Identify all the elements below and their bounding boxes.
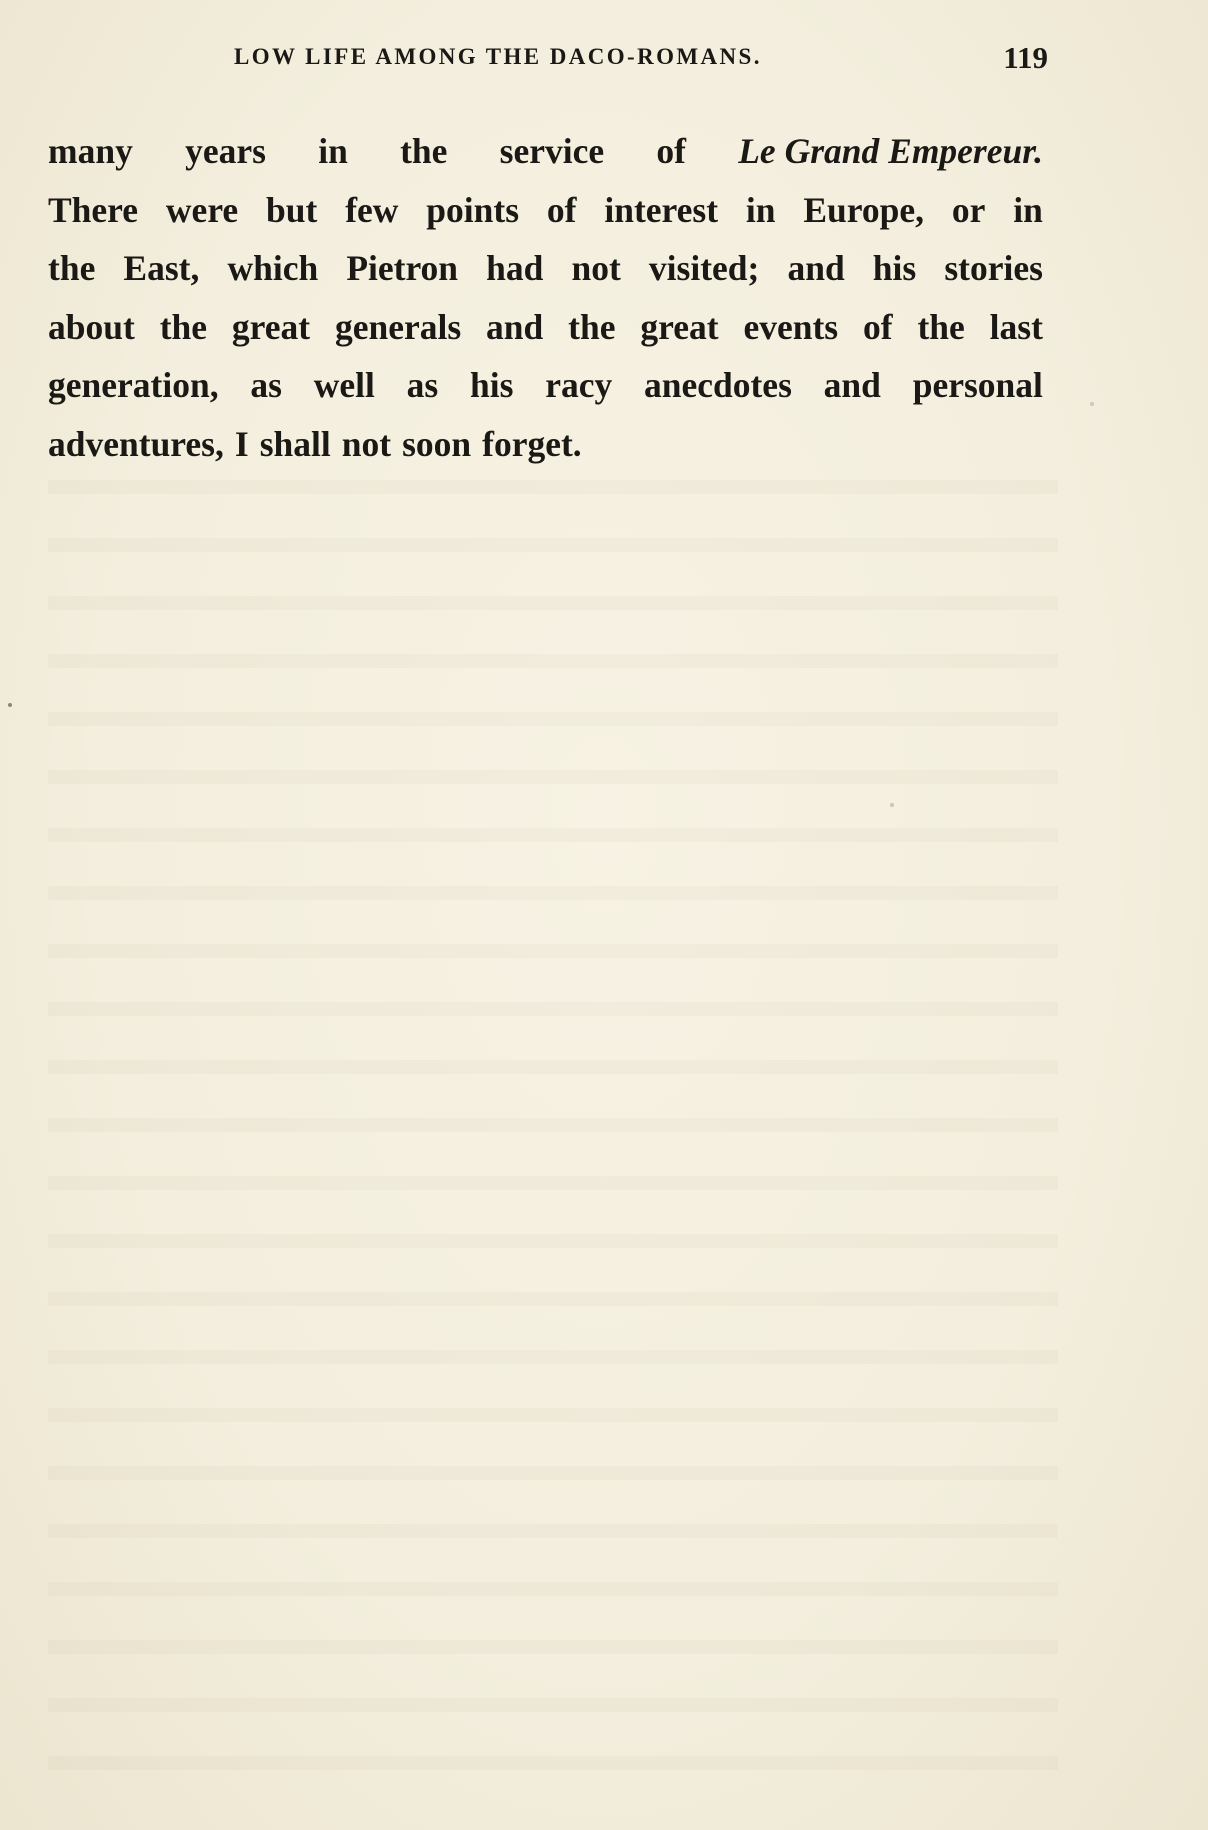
word: or — [951, 189, 986, 230]
italic-phrase: Le Grand Empereur. — [738, 131, 1043, 171]
word: East, — [123, 248, 200, 288]
word: but — [266, 189, 318, 230]
word: and — [486, 306, 544, 347]
text-line-6 — [48, 415, 1043, 474]
word: as — [250, 365, 282, 405]
word: anecdotes — [643, 365, 792, 405]
text-line-2 — [48, 181, 1043, 240]
word: in — [1013, 189, 1043, 230]
paper-speck — [8, 703, 12, 707]
word: his — [469, 365, 514, 405]
word: I — [234, 423, 249, 464]
word: great — [640, 306, 719, 347]
word: in — [745, 189, 776, 230]
word: many — [48, 131, 133, 171]
word: forget. — [482, 423, 582, 464]
word: shall — [259, 423, 331, 464]
word: last — [989, 306, 1043, 347]
word: the — [400, 131, 448, 171]
word: points — [426, 189, 520, 230]
word: of — [862, 306, 893, 347]
word: There — [48, 189, 139, 230]
word: the — [568, 306, 616, 347]
paper-speck — [1090, 402, 1094, 406]
word: and — [787, 248, 845, 288]
word: visited; — [648, 248, 760, 288]
running-title: LOW LIFE AMONG THE DACO-ROMANS. — [234, 44, 762, 69]
word: had — [486, 248, 544, 288]
word: not — [571, 248, 621, 288]
word: of — [546, 189, 577, 230]
word: personal — [912, 365, 1043, 405]
text-line-4 — [48, 298, 1043, 357]
word: stories — [944, 248, 1043, 288]
running-head — [48, 40, 1048, 84]
word: the — [917, 306, 965, 347]
word: events — [743, 306, 839, 347]
word: his — [872, 248, 917, 288]
word: about — [48, 306, 135, 347]
word: service — [499, 131, 605, 171]
page-number: 119 — [1003, 40, 1048, 75]
word: as — [406, 365, 439, 405]
word: generals — [334, 306, 462, 347]
paper-speck — [890, 803, 894, 807]
word: Europe, — [803, 189, 925, 230]
word: racy — [545, 365, 613, 405]
text-line-5 — [48, 356, 1043, 415]
word: the — [159, 306, 208, 347]
word: well — [313, 365, 375, 405]
word: years — [185, 131, 266, 171]
word: few — [345, 189, 399, 230]
text-line-1 — [48, 122, 1043, 181]
word: of — [656, 131, 686, 171]
word: which — [227, 248, 319, 288]
word: soon — [402, 423, 472, 464]
word: were — [165, 189, 239, 230]
word: the — [48, 248, 96, 288]
word: in — [318, 131, 348, 171]
text-line-3 — [48, 239, 1043, 298]
word: great — [231, 306, 311, 347]
paragraph — [48, 122, 1043, 473]
show-through-from-reverse-page — [48, 480, 1058, 1780]
word: adventures, — [48, 423, 224, 464]
word: generation, — [48, 365, 219, 405]
word: interest — [604, 189, 719, 230]
word: Pietron — [346, 248, 459, 288]
word: not — [341, 423, 392, 464]
word: and — [823, 365, 881, 405]
